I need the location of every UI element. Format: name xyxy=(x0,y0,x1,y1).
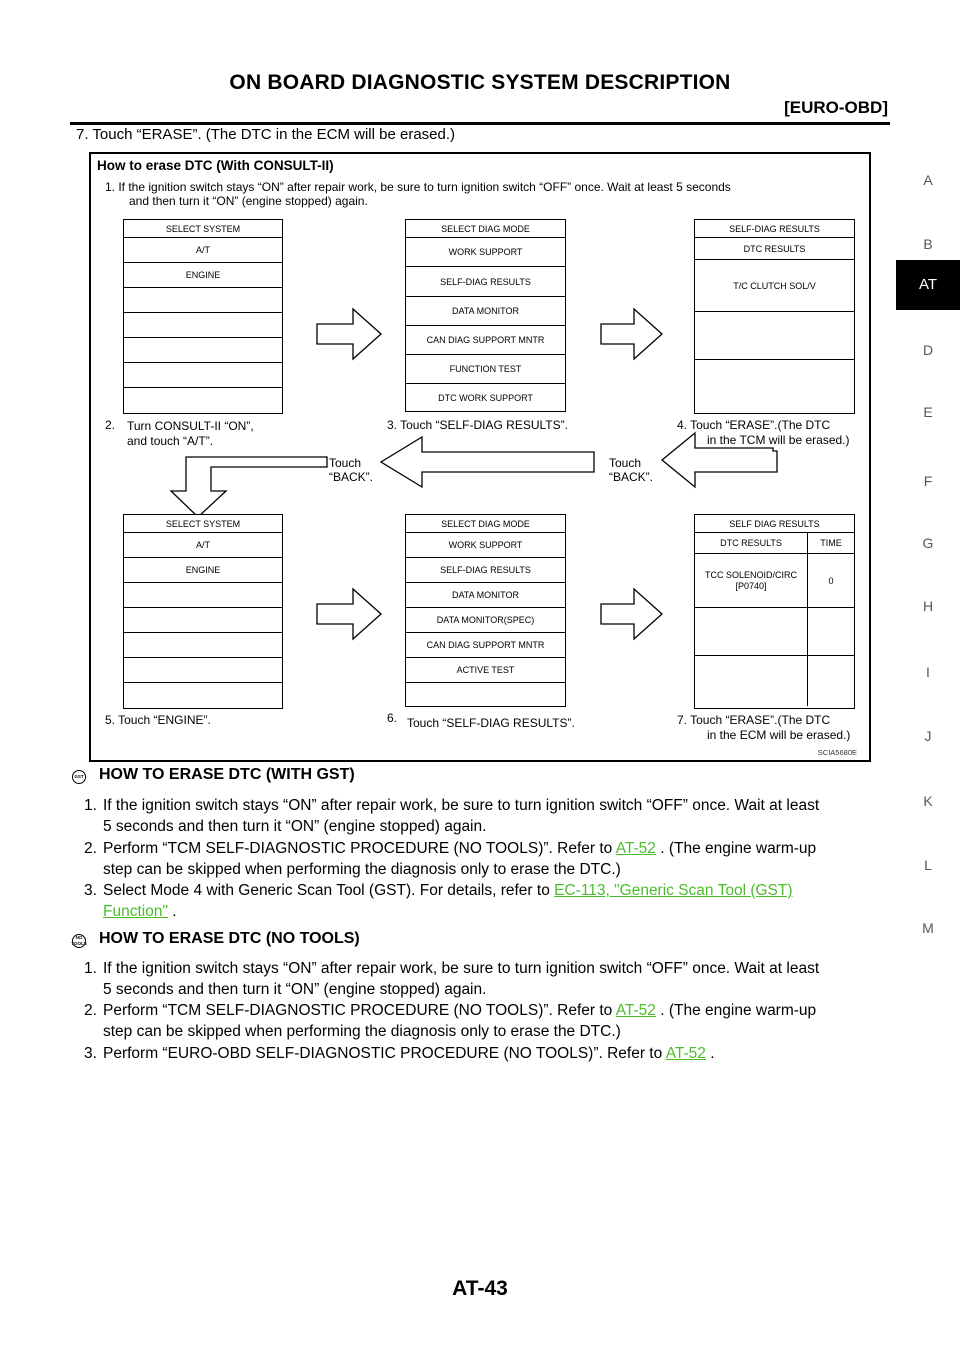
tab-b[interactable]: B xyxy=(923,236,933,252)
item-text: If the ignition switch stays “ON” after repair work, be sure to turn ignition switch “OFF” once. Wait at least xyxy=(103,797,820,814)
time-cell: 0 xyxy=(828,575,834,586)
touch-back-left-line2: “BACK”. xyxy=(329,470,374,484)
touch-back-right-line1: Touch xyxy=(609,456,642,470)
item-text: . (The engine warm-up xyxy=(655,840,817,857)
screen-select-diag-mode-bottom xyxy=(405,514,566,707)
tab-j[interactable]: J xyxy=(924,728,932,744)
item-number: 1. xyxy=(84,797,97,814)
figure-step4-line2: in the TCM will be erased.) xyxy=(707,433,850,447)
screen-row: DATA MONITOR xyxy=(406,297,565,326)
tab-a[interactable]: A xyxy=(923,172,933,188)
item-text: . (The engine warm-up xyxy=(655,1002,817,1019)
right-arrow-icon xyxy=(601,589,662,639)
tab-f[interactable]: F xyxy=(923,473,933,489)
figure-step2-number: 2. xyxy=(105,418,116,432)
touch-back-right-line2: “BACK”. xyxy=(609,470,654,484)
item-text-cont: step can be skipped when performing the diagnosis only to erase the DTC.) xyxy=(103,861,621,878)
figure-step1-line1: 1. If the ignition switch stays “ON” after repair work, be sure to turn ignition switch “OFF” once. Wait at least 5 seconds xyxy=(105,180,731,194)
figure-step3: 3. Touch “SELF-DIAG RESULTS”. xyxy=(387,418,568,432)
item-number: 2. xyxy=(84,840,97,857)
screen-row: SELECT SYSTEM xyxy=(124,515,282,533)
figure-step4-line1: 4. Touch “ERASE”.(The DTC xyxy=(677,418,831,432)
item-text-cont xyxy=(84,901,890,922)
screen-row: ACTIVE TEST xyxy=(406,658,565,683)
screen-row: DATA MONITOR(SPEC) xyxy=(406,608,565,633)
figure-heading: How to erase DTC (With CONSULT-II) xyxy=(97,158,334,173)
figure-step2-line1: Turn CONSULT-II “ON”, xyxy=(127,419,254,433)
ref-link-at-52[interactable]: AT-52 xyxy=(665,1045,706,1062)
figure-id: SCIA5680E xyxy=(817,748,857,757)
gst-item-1 xyxy=(84,795,890,837)
item-text: Select Mode 4 with Generic Scan Tool (GST). For details, refer to xyxy=(103,882,555,899)
screen-row xyxy=(124,608,282,633)
screen-row: A/T xyxy=(124,533,282,558)
screen-row: CAN DIAG SUPPORT MNTR xyxy=(406,326,565,355)
notools-item-2 xyxy=(84,1000,890,1042)
figure-step7-line1: 7. Touch “ERASE”.(The DTC xyxy=(677,713,831,727)
item-text: Perform “EURO-OBD SELF-DIAGNOSTIC PROCEDURE (NO TOOLS)”. Refer to xyxy=(103,1045,666,1062)
screen-row: SELECT SYSTEM xyxy=(124,220,282,238)
time-header: TIME xyxy=(820,538,842,548)
gst-item-2 xyxy=(84,838,890,880)
dtc-results-header: DTC RESULTS xyxy=(695,533,808,553)
screen-row: WORK SUPPORT xyxy=(406,533,565,558)
screen-row xyxy=(124,633,282,658)
step-7-text: 7. Touch “ERASE”. (The DTC in the ECM will be erased.) xyxy=(76,126,456,143)
screen-row: SELF-DIAG RESULTS xyxy=(406,558,565,583)
tab-k[interactable]: K xyxy=(923,793,933,809)
dtc-code: [P0740] xyxy=(735,580,767,591)
down-arrow-icon xyxy=(171,457,327,517)
page-title: ON BOARD DIAGNOSTIC SYSTEM DESCRIPTION xyxy=(229,71,731,94)
time-cell xyxy=(808,656,854,706)
tab-m[interactable]: M xyxy=(922,920,934,936)
left-arrow-icon xyxy=(381,437,594,487)
tab-e[interactable]: E xyxy=(923,404,933,420)
dtc-cell xyxy=(695,656,808,706)
figure-step2-line2: and touch “A/T”. xyxy=(127,434,214,448)
no-tools-icon: NO TOOLS xyxy=(71,935,87,946)
item-number: 3. xyxy=(84,882,97,899)
screen-row: DATA MONITOR xyxy=(406,583,565,608)
notools-item-1 xyxy=(84,958,890,1000)
item-number: 3. xyxy=(84,1045,97,1062)
screen-row: CAN DIAG SUPPORT MNTR xyxy=(406,633,565,658)
section-heading-gst: HOW TO ERASE DTC (WITH GST) xyxy=(99,766,355,783)
item-number: 1. xyxy=(84,960,97,977)
item-text: . xyxy=(167,903,177,920)
right-arrow-icon xyxy=(317,589,381,639)
section-label: [EURO-OBD] xyxy=(784,98,888,117)
ref-link-ec-113-cont[interactable]: Function" xyxy=(103,903,168,920)
ref-link-ec-113[interactable]: EC-113, "Generic Scan Tool (GST) xyxy=(554,882,793,899)
notools-item-3 xyxy=(84,1043,890,1064)
page-number: AT-43 xyxy=(452,1277,508,1300)
item-text: Perform “TCM SELF-DIAGNOSTIC PROCEDURE (NO TOOLS)”. Refer to xyxy=(103,840,616,857)
tab-l[interactable]: L xyxy=(924,857,932,873)
header-rule xyxy=(70,122,890,125)
screen-row xyxy=(124,658,282,683)
screen-row xyxy=(124,683,282,708)
figure-step1-line2: and then turn it “ON” (engine stopped) again. xyxy=(129,194,368,208)
screen-row: T/C CLUTCH SOL/V xyxy=(695,260,854,312)
section-heading-no-tools: HOW TO ERASE DTC (NO TOOLS) xyxy=(99,930,360,947)
tab-h[interactable]: H xyxy=(922,598,934,614)
dtc-cell xyxy=(695,608,808,655)
results-row xyxy=(695,608,854,656)
figure-step7-line2: in the ECM will be erased.) xyxy=(707,728,851,742)
ref-link-at-52[interactable]: AT-52 xyxy=(615,1002,656,1019)
screen-select-system-bottom xyxy=(123,514,283,709)
screen-row: FUNCTION TEST xyxy=(406,355,565,384)
screen-row: SELECT DIAG MODE xyxy=(406,515,565,533)
dtc-cell xyxy=(695,554,808,607)
tab-at-active[interactable]: AT xyxy=(896,260,960,310)
gst-icon: GST xyxy=(72,770,86,784)
right-arrow-icon xyxy=(601,309,662,359)
screen-row: SELF DIAG RESULTS xyxy=(695,515,854,533)
right-arrow-icon xyxy=(317,309,381,359)
item-text: . xyxy=(705,1045,715,1062)
screen-row: SELF-DIAG RESULTS xyxy=(406,267,565,297)
screen-row: DTC WORK SUPPORT xyxy=(438,392,533,403)
time-cell xyxy=(808,608,854,655)
touch-back-left-line1: Touch xyxy=(329,456,362,470)
tab-d[interactable]: D xyxy=(922,342,934,358)
screen-row: WORK SUPPORT xyxy=(406,238,565,267)
consult-erase-figure xyxy=(89,152,871,762)
screen-row: A/T xyxy=(124,238,282,263)
item-text: Perform “TCM SELF-DIAGNOSTIC PROCEDURE (NO TOOLS)”. Refer to xyxy=(103,1002,616,1019)
item-text-cont: 5 seconds and then turn it “ON” (engine stopped) again. xyxy=(103,818,487,835)
section-index-tabs xyxy=(896,0,960,1358)
item-text: If the ignition switch stays “ON” after repair work, be sure to turn ignition switch “OFF” once. Wait at least xyxy=(103,960,820,977)
figure-step6-number: 6. xyxy=(387,711,398,725)
dtc-name: TCC SOLENOID/CIRC xyxy=(704,569,797,580)
item-number: 2. xyxy=(84,1002,97,1019)
screen-row xyxy=(406,683,565,706)
screen-row: ENGINE xyxy=(124,558,282,583)
item-text-cont: 5 seconds and then turn it “ON” (engine stopped) again. xyxy=(103,981,487,998)
ref-link-at-52[interactable]: AT-52 xyxy=(615,840,656,857)
tab-g[interactable]: G xyxy=(922,535,934,551)
screen-row: SELF-DIAG RESULTS xyxy=(695,220,854,238)
screen-self-diag-results-bottom xyxy=(694,514,855,709)
gst-item-3 xyxy=(84,880,890,922)
results-header-row xyxy=(695,533,854,554)
screen-row xyxy=(124,583,282,608)
screen-row: SELECT DIAG MODE xyxy=(406,220,565,238)
figure-step5: 5. Touch “ENGINE”. xyxy=(105,713,211,727)
screen-row: DTC RESULTS xyxy=(695,238,854,260)
figure-step6: Touch “SELF-DIAG RESULTS”. xyxy=(407,716,575,730)
item-text-cont: step can be skipped when performing the diagnosis only to erase the DTC.) xyxy=(103,1023,621,1040)
results-row xyxy=(695,554,854,608)
screen-row: ENGINE xyxy=(124,263,282,288)
results-row xyxy=(695,656,854,706)
tab-i[interactable]: I xyxy=(926,664,930,680)
